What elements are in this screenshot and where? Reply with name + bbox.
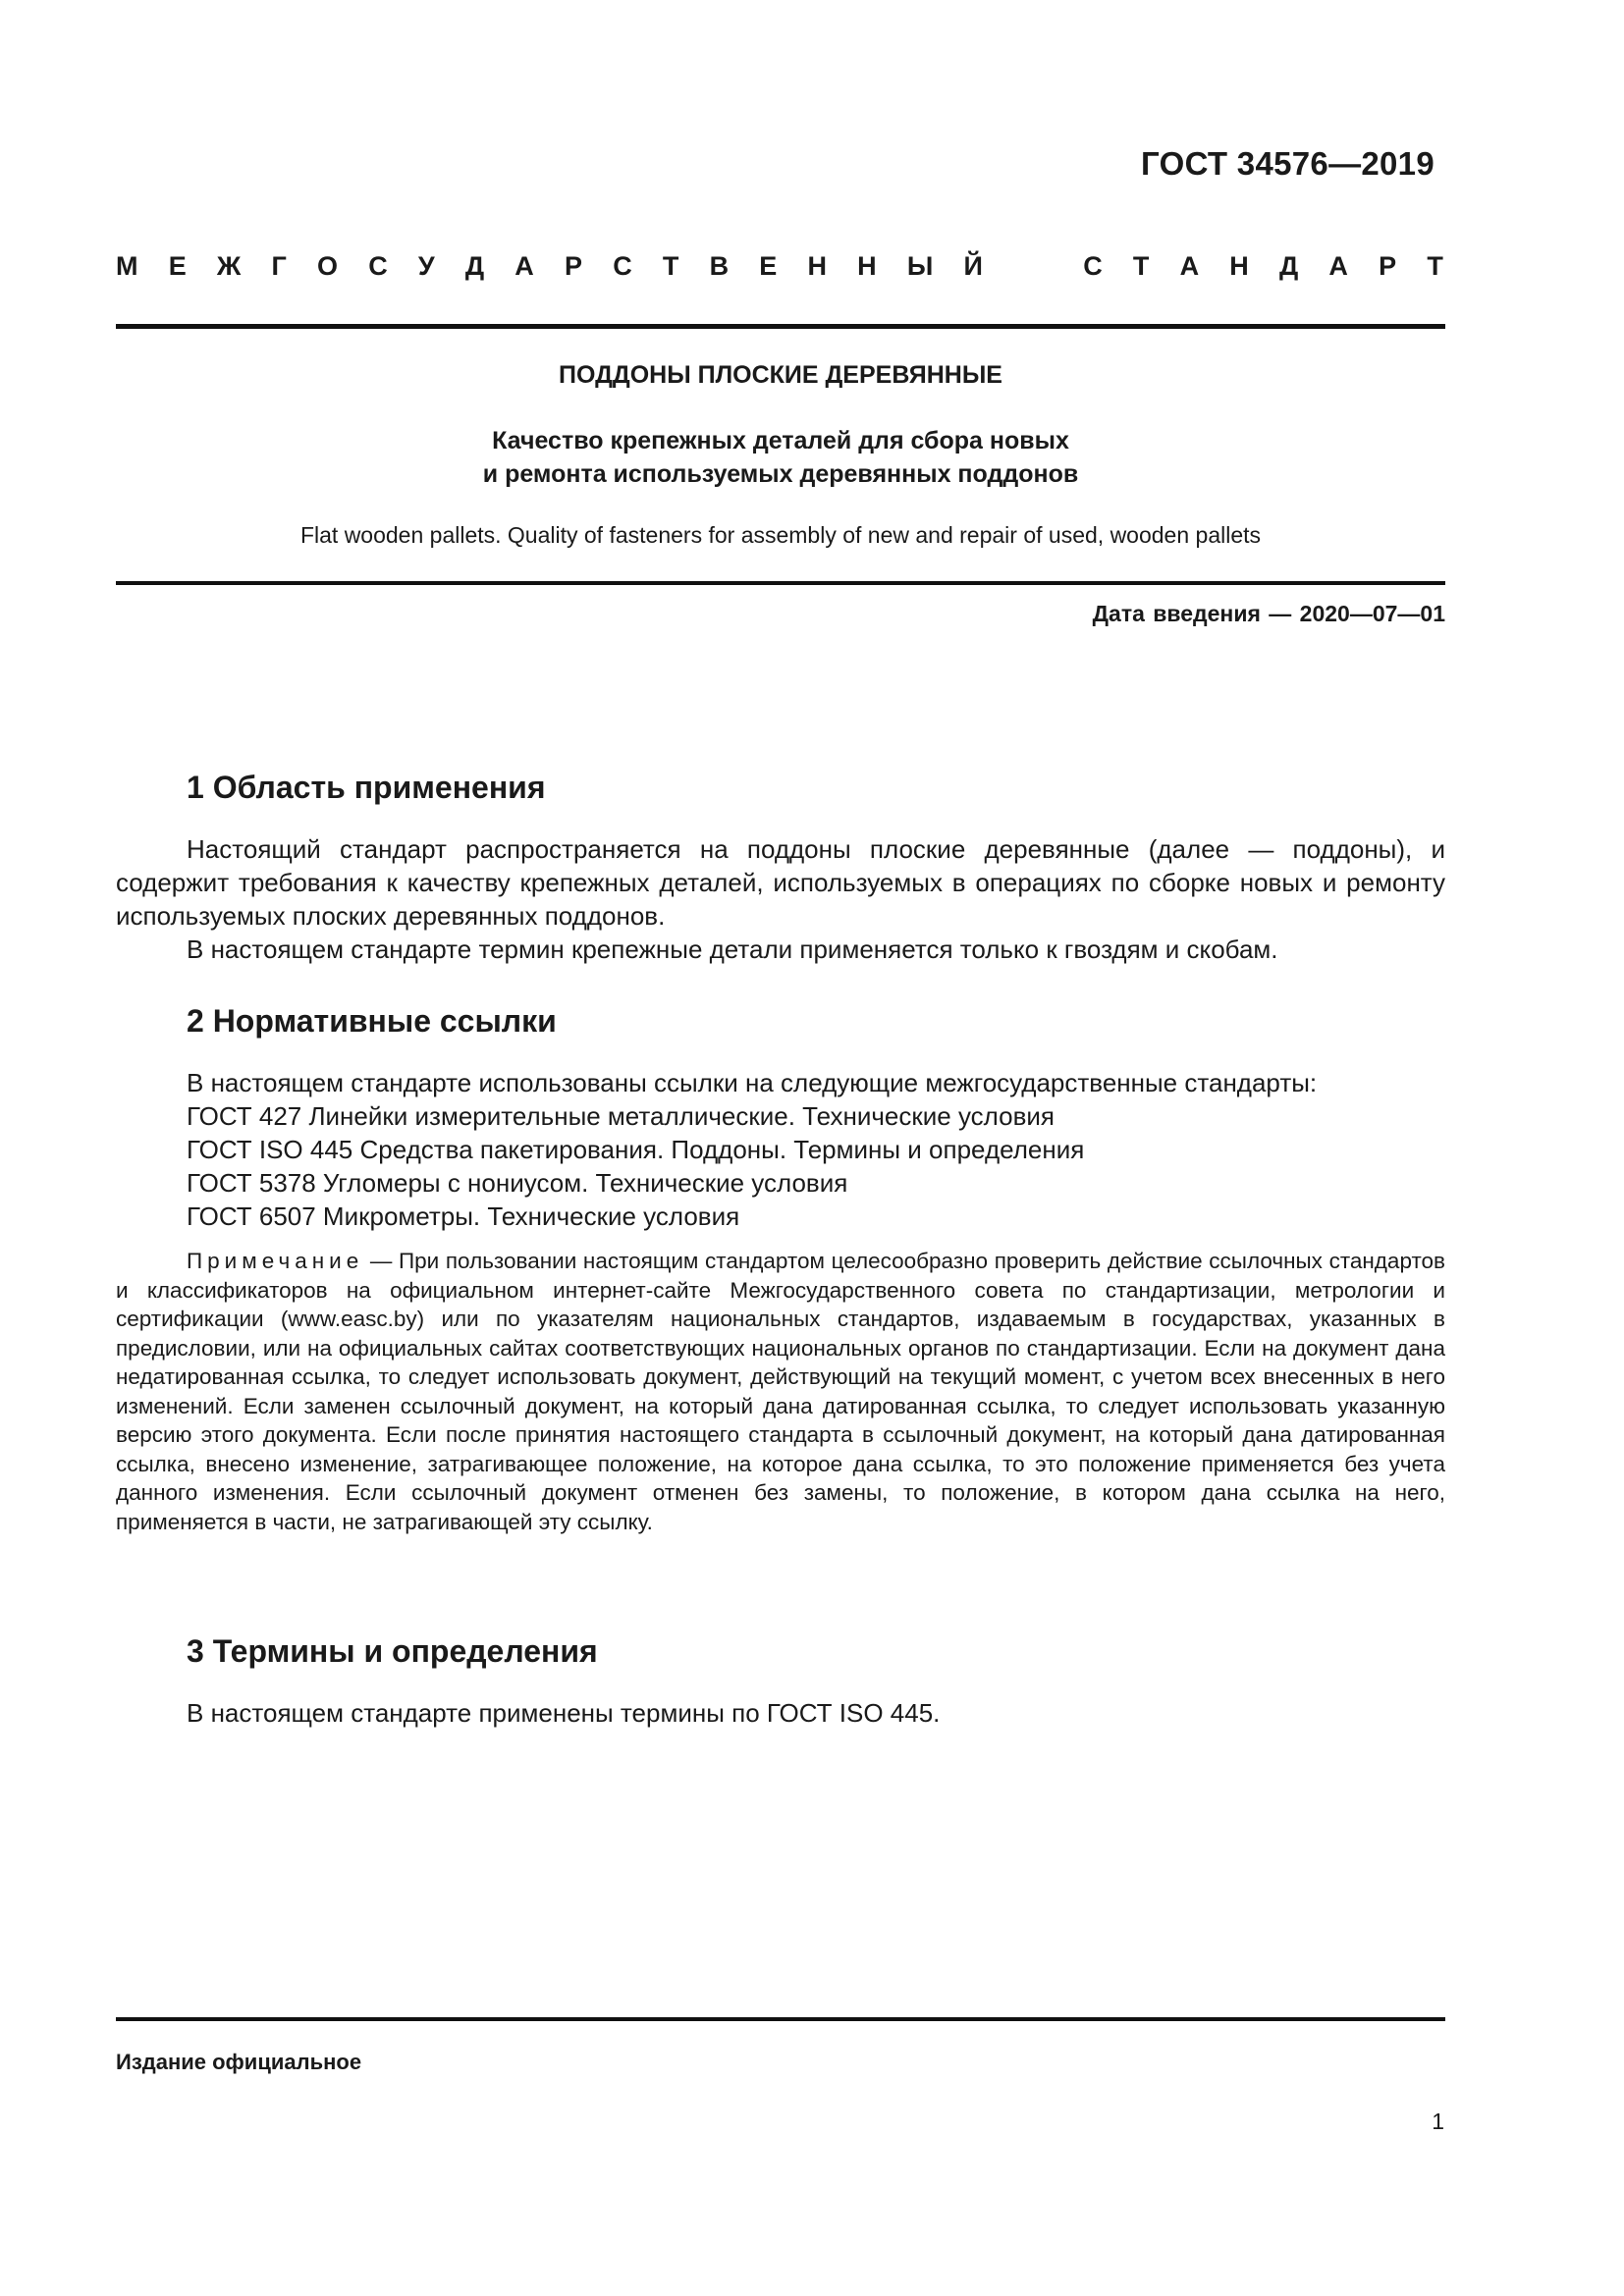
subtitle-line-1: Качество крепежных деталей для сбора новых bbox=[492, 427, 1069, 454]
interstate-letter: У bbox=[417, 251, 435, 281]
section-2-heading: 2 Нормативные ссылки bbox=[187, 1003, 557, 1039]
interstate-letter: М bbox=[116, 251, 138, 281]
document-subtitle bbox=[116, 424, 1445, 491]
interstate-letter: Д bbox=[1278, 251, 1299, 281]
note-label: Примечание bbox=[187, 1249, 364, 1273]
interstate-letter: Й bbox=[963, 251, 983, 281]
english-title: Flat wooden pallets. Quality of fasteners for assembly of new and repair of used, wooden pallets bbox=[299, 522, 1262, 548]
interstate-letter: А bbox=[514, 251, 534, 281]
interstate-letter: А bbox=[1328, 251, 1348, 281]
interstate-standard-label bbox=[116, 251, 1443, 282]
interstate-letter: А bbox=[1179, 251, 1200, 281]
interstate-letter: Г bbox=[271, 251, 287, 281]
interstate-letter: Т bbox=[662, 251, 679, 281]
interstate-letter: Е bbox=[759, 251, 778, 281]
word-gap bbox=[1013, 251, 1053, 282]
section-1-paragraph-1: Настоящий стандарт распространяется на поддоны плоские деревянные (далее — поддоны), и содержит требования к качеству крепежных деталей, используемых в операциях по сборке новых и ремонту используемых плоских деревянных поддонов. bbox=[116, 834, 1445, 931]
interstate-letter: В bbox=[709, 251, 730, 281]
interstate-letter: Е bbox=[168, 251, 187, 281]
interstate-letter: Р bbox=[1379, 251, 1397, 281]
section-1-paragraph-2: В настоящем стандарте термин крепежные детали применяется только к гвоздям и скобам. bbox=[187, 934, 1278, 964]
interstate-letter: С bbox=[613, 251, 632, 281]
interstate-letter: Н bbox=[807, 251, 827, 281]
page-number: 1 bbox=[1432, 2109, 1444, 2134]
note-text: — При пользовании настоящим стандартом целесообразно проверить действие ссылочных стандартов и классификаторов на официальном интернет-сайте Межгосударственного совета по стандартизации, метрологии и сертификации (www.easc.by) или по указателям национальных стандартов, издаваемым в государствах, указанных в предисловии, или на официальных сайтах соответствующих национальных органов по стандартизации. Если на документ дана недатированная ссылка, то следует использовать документ, действующий на текущий момент, с учетом всех внесенных в него изменений. Если заменен ссылочный документ, на который дана датированная ссылка, то следует использовать указанную версию этого документа. Если после принятия настоящего стандарта в ссылочный документ, на который дана датированная ссылка, внесено изменение, затрагивающее положение, на которое дана ссылка, то это положение применяется без учета данного изменения. Если ссылочный документ отменен без замены, то положение, в котором дана ссылка на него, применяется в части, не затрагивающей эту ссылку. bbox=[116, 1249, 1445, 1534]
interstate-letter: Ж bbox=[216, 251, 242, 281]
interstate-letter: О bbox=[316, 251, 338, 281]
references-note bbox=[116, 1247, 1445, 1536]
introduction-date: Дата введения — 2020—07—01 bbox=[1092, 601, 1445, 626]
interstate-letter: Н bbox=[1229, 251, 1249, 281]
interstate-letter: Ы bbox=[906, 251, 934, 281]
reference-item: ГОСТ ISO 445 Средства пакетирования. Поддоны. Термины и определения bbox=[187, 1135, 1085, 1164]
footer-divider bbox=[116, 2017, 1445, 2021]
title-divider bbox=[116, 581, 1445, 585]
interstate-letter: Т bbox=[1132, 251, 1150, 281]
document-title: ПОДДОНЫ ПЛОСКИЕ ДЕРЕВЯННЫЕ bbox=[559, 361, 1002, 389]
interstate-letter: Н bbox=[857, 251, 877, 281]
interstate-letter: Р bbox=[564, 251, 582, 281]
reference-item: ГОСТ 427 Линейки измерительные металлические. Технические условия bbox=[187, 1101, 1055, 1131]
subtitle-line-2: и ремонта используемых деревянных поддонов bbox=[482, 460, 1079, 488]
interstate-letter: Д bbox=[464, 251, 485, 281]
standard-number: ГОСТ 34576—2019 bbox=[1141, 145, 1435, 182]
reference-item: ГОСТ 5378 Угломеры с нониусом. Технические условия bbox=[187, 1168, 848, 1198]
reference-item: ГОСТ 6507 Микрометры. Технические условия bbox=[187, 1201, 740, 1231]
section-3-heading: 3 Термины и определения bbox=[187, 1633, 598, 1669]
header-divider bbox=[116, 324, 1445, 329]
interstate-letter: С bbox=[368, 251, 388, 281]
section-1-heading: 1 Область применения bbox=[187, 770, 546, 805]
interstate-letter: Т bbox=[1427, 251, 1443, 281]
section-3-paragraph: В настоящем стандарте применены термины по ГОСТ ISO 445. bbox=[187, 1698, 941, 1728]
references-intro: В настоящем стандарте использованы ссылки на следующие межгосударственные стандарты: bbox=[187, 1068, 1318, 1097]
interstate-letter: С bbox=[1083, 251, 1103, 281]
edition-label: Издание официальное bbox=[116, 2050, 362, 2074]
